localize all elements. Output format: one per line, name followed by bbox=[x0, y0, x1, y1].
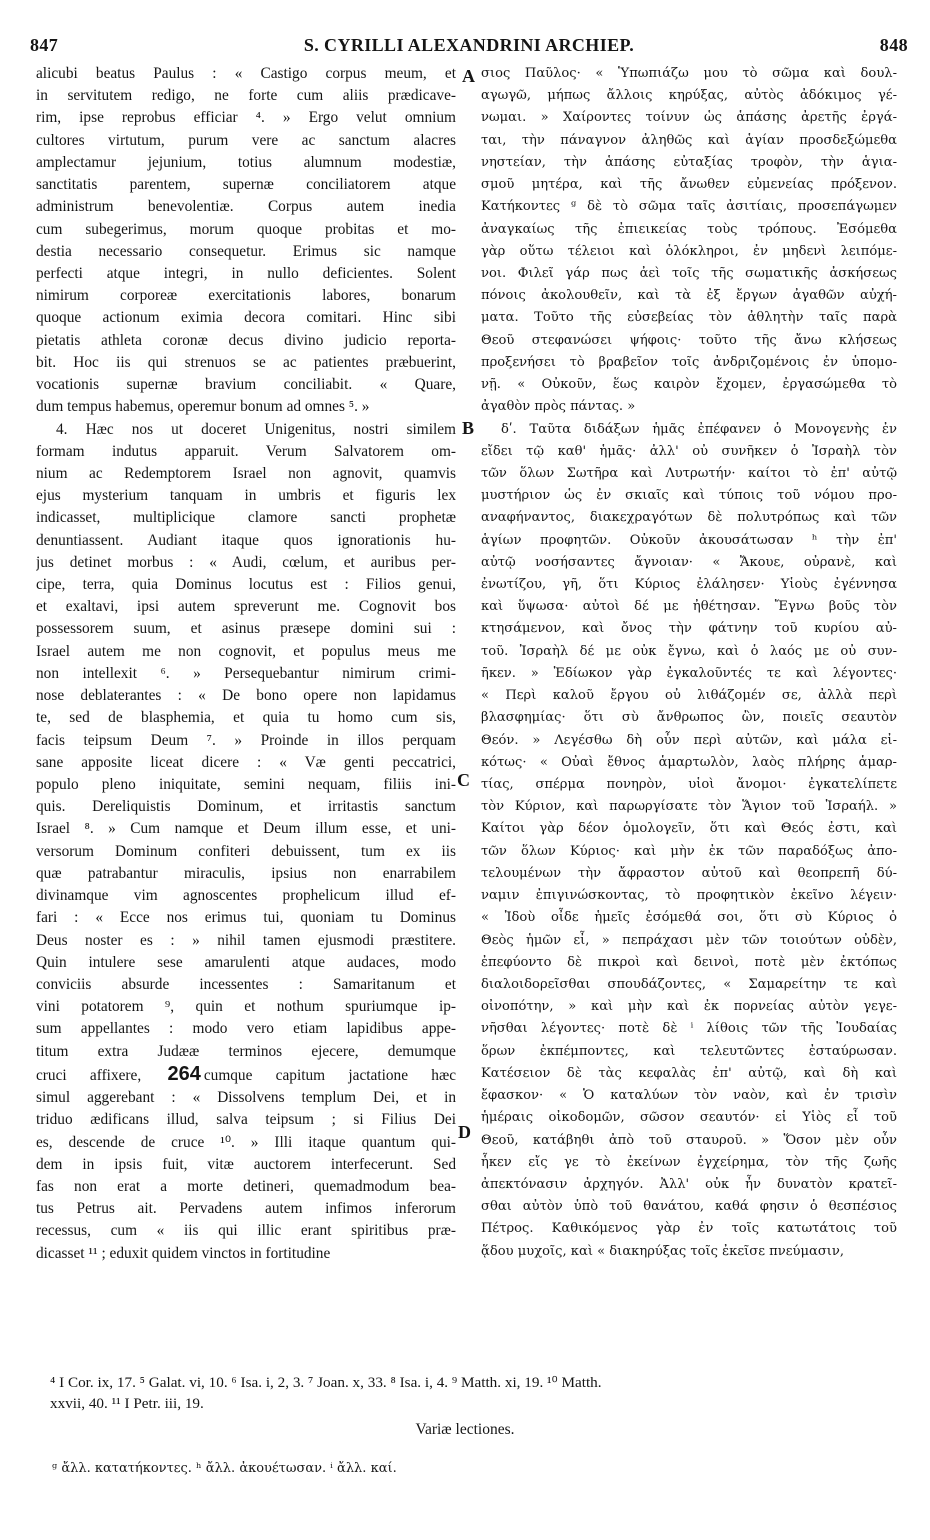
text-line: νῆσθαι λέγοντες· ποτὲ δὲ ⁱ λίθοις τῶν τῆς Ἰουδαίας bbox=[481, 1021, 897, 1037]
text-line: bit. Hoc iis qui strenuos se ac patientes præbuerint, bbox=[36, 353, 456, 371]
text-line: « Ἰδοὺ οἶδε ἡμεῖς ἐσόμεθά σοι, ὅτι σὺ Κύριος ὁ bbox=[481, 910, 897, 926]
text-line: τῶν ὅλων Σωτῆρα καὶ Λυτρωτήν· καίτοι τὸ ἐπ' αὐτῷ bbox=[481, 465, 897, 481]
text-line: ἀναγκαίως τῆς ἐπιεικείας τοὺς τρόπους. Ἐσόμεθα bbox=[481, 221, 897, 237]
text-line: pietatis athleta coronæ decus divino judicio reporta- bbox=[36, 331, 456, 349]
text-line: dicasset ¹¹ ; eduxit quidem vinctos in fortitudine bbox=[36, 1244, 331, 1262]
text-line: ejus mysterium tanquam in umbris et figuris lex bbox=[36, 487, 456, 505]
text-line: facis teipsum Deum ⁷. » Proinde in illos perquam bbox=[36, 731, 456, 749]
text-line: Θεὸς ἡμῶν εἶ, » πεπράχασι μὲν τῶν τοιούτων οὐδὲν, bbox=[481, 932, 897, 948]
text-line: cipe, terra, quia Dominus locutus est : Filios genui, bbox=[36, 576, 456, 594]
text-line: alicubi beatus Paulus : « Castigo corpus meum, et bbox=[36, 65, 456, 82]
text-line: τὸν Κύριον, καὶ παρωργίσατε τὸν Ἅγιον τοῦ Ἰσραήλ. » bbox=[481, 799, 897, 815]
text-line: Israel autem me non cognovit, et populus meus me bbox=[36, 642, 456, 660]
text-line: sanctitatis parentem, supernæ conciliatorem atque bbox=[36, 176, 456, 194]
text-line: Θεοῦ στεφανώσει ψήφοις· τοῦτο τῆς ἄνω κλήσεως bbox=[481, 332, 897, 348]
text-line: ματα. Τοῦτο τῆς εὐσεβείας τὸν ἀθλητὴν ταῖς παρὰ bbox=[481, 310, 897, 326]
text-line: Deus noster es : » nihil tamen ejusmodi præstitere. bbox=[36, 931, 456, 949]
text-line: ἀπεκτόνασιν ἀρχηγόν. Ἀλλ' οὐκ ἦν δυνατὸν κρατεῖ- bbox=[481, 1176, 897, 1192]
text-line: αὐτῷ νοσήσαντες ἄγνοιαν· « Ἄκουε, οὐρανὲ, καὶ bbox=[481, 554, 897, 570]
text-line: αγωγῶ, μήπως ἄλλοις κηρύξας, αὐτὸς ἀδόκιμος γέ- bbox=[481, 88, 897, 104]
margin-marker-c: C bbox=[457, 770, 470, 790]
right-page-number: 848 bbox=[879, 34, 908, 55]
text-line: Καίτοι γὰρ δέον ὁμολογεῖν, ὅτι καὶ Θεός ἐστι, καὶ bbox=[481, 821, 897, 837]
text-line: προξενήσει τὸ βραβεῖον τοῖς ἀνδριζομένοις ἐν ὑπομο- bbox=[481, 354, 897, 370]
text-line bbox=[36, 1063, 456, 1087]
text-line: es, descende de cruce ¹⁰. » Illi itaque quantum qui- bbox=[36, 1133, 456, 1151]
text-line: dem in ipsis fuit, vitæ auctorem interfecerunt. Sed bbox=[36, 1155, 456, 1173]
margin-marker-d: D bbox=[458, 1122, 471, 1142]
text-line: quæ patrabantur miraculis, ipsius non enarrabilem bbox=[36, 864, 456, 882]
text-line: vocationis supernæ bravium conciliabit. « Quare, bbox=[36, 376, 456, 394]
text-line: ᾅδου μυχοῖς, καὶ « διακηρύξας τοῖς ἐκεῖσε πνεύμασιν, bbox=[481, 1243, 845, 1259]
text-line: conviciis absurde incessentes : Samaritanum et bbox=[36, 975, 456, 993]
text-line: ναμιν ἐπιγινώσκοντας, τὸ προφητικὸν ἐκεῖνο λέγειν· bbox=[481, 888, 897, 904]
margin-marker-b: B bbox=[462, 418, 475, 438]
text-line: in servitutem redigo, ne forte cum aliis prædicave- bbox=[36, 87, 456, 105]
text-line: σθαι αὐτὸν ὑπὸ τοῦ θανάτου, καθά φησιν ὁ θεσπέσιος bbox=[481, 1199, 897, 1215]
text-line: formam indutus apparuit. Verum Salvatorem om- bbox=[36, 442, 456, 460]
text-line: σιος Παῦλος· « Ὑπωπιάζω μου τὸ σῶμα καὶ δουλ- bbox=[481, 66, 897, 81]
text-line: δʹ. Ταῦτα διδάξων ἡμᾶς ἐπέφανεν ὁ Μονογενὴς ἐν bbox=[501, 421, 897, 437]
running-title: S. CYRILLI ALEXANDRINI ARCHIEP. bbox=[303, 34, 635, 55]
text-line: σμοῦ μητέρα, καὶ τῆς ἄνωθεν εὐμενείας πρόξενον. bbox=[481, 177, 897, 193]
text-line: vini potatorem ⁹, quin et nothum spuriumque ip- bbox=[36, 998, 456, 1016]
text-line: ἔφασκον· « Ὁ καταλύων τὸν ναὸν, καὶ ἐν τρισὶν bbox=[481, 1088, 897, 1104]
text-line: jus detinet morbus : « Audi, cœlum, et auribus per- bbox=[36, 553, 456, 571]
text-line: nium ac Redemptorem Israel non agnovit, quamvis bbox=[36, 464, 456, 482]
text-line: sane apposite liceat dicere : « Væ genti peccatrici, bbox=[36, 753, 456, 771]
text-line: cultores virtutum, purum vere ac sanctum alacres bbox=[36, 131, 456, 149]
text-line: οἰνοπότην, » καὶ μὴν καὶ ἐκ πορνείας αὐτὸν γεγε- bbox=[481, 999, 897, 1015]
text-line: μυστήριον ὡς ἐν σκιαῖς καὶ τύποις τοῦ νόμου προ- bbox=[481, 488, 897, 504]
text-line: sum appellantes : modo vero etiam lapidibus appe- bbox=[36, 1020, 456, 1038]
text-line: βλασφημίας· ὅτι σὺ ἄνθρωπος ὢν, ποιεῖς σεαυτὸν bbox=[481, 710, 897, 726]
text-line: populo pleno iniquitate, semini nequam, filiis ini- bbox=[36, 776, 456, 793]
text-line: ἐπεφύοντο δὲ πικροὶ καὶ δεινοὶ, ποτὲ μὲν ἐκτόπως bbox=[481, 954, 897, 970]
text-line: ἁγίων προφητῶν. Οὐκοῦν ἀκουσάτωσαν ʰ τὴν ἐπ' bbox=[481, 532, 897, 548]
text-line: quoque actionum eximia decora comitari. Hinc sibi bbox=[36, 309, 456, 327]
text-line: κότως· « Οὐαὶ ἔθνος ἁμαρτωλὸν, λαὸς πλήρης ἁμαρ- bbox=[481, 754, 897, 770]
text-line: ὅρων ἐκπέμποντες, καὶ τελευτῶντες ἐσταύρωσαν. bbox=[481, 1043, 897, 1059]
margin-marker-a: A bbox=[462, 66, 475, 86]
text-line: rim, ipse reprobus efficiar ⁴. » Ergo velut omnium bbox=[36, 109, 456, 127]
text-line: ται, τὴν πάναγνον ἀληθῶς καὶ ἁγίαν προσδεξώμεθα bbox=[481, 132, 897, 148]
latin-column bbox=[36, 63, 456, 1353]
text-line: quis. Dereliquistis Dominum, et irritastis sanctum bbox=[36, 798, 456, 816]
text-line: divinamque vim agnoscentes prophelicum illud ef- bbox=[36, 887, 456, 905]
text-line: ῆκεν. » Ἐδίωκον γὰρ ἐγκαλοῦντές τε καὶ λέγοντες· bbox=[481, 665, 897, 681]
text-line: τοῦ. Ἰσραὴλ δέ με οὐκ ἔγνω, καὶ ὁ λαός με οὐ συν- bbox=[481, 643, 897, 659]
running-header bbox=[30, 30, 908, 60]
text-line: Quin intulere sese amarulenti atque audaces, modo bbox=[36, 953, 456, 971]
variae-lectiones-heading: Variæ lectiones. bbox=[415, 1421, 515, 1438]
text-line: cum subegerimus, morum quoque probitas et mo- bbox=[36, 220, 456, 238]
text-line: Israel ⁸. » Cum namque et Deum illum esse, et uni- bbox=[36, 820, 456, 838]
text-line: perfecti atque integri, in nullo deficientes. Solent bbox=[36, 264, 456, 282]
text-line: denuntiassent. Audiant itaque quos ignorationis hu- bbox=[36, 531, 456, 549]
text-line: indicasset, multiplicique clamore sancti prophetæ bbox=[36, 509, 456, 527]
text-line: Θεόν. » Λεγέσθω δὴ οὖν περὶ αὐτῶν, καὶ μάλα εἰ- bbox=[481, 732, 897, 748]
text-line: destia necessario consequetur. Erimus sic namque bbox=[36, 242, 456, 260]
text-line: administrum benevolentiæ. Corpus autem inedia bbox=[36, 198, 456, 216]
text-line: εἴδει τῷ καθ' ἡμᾶς· ἀλλ' οὐ συνῆκεν ὁ Ἰσραὴλ τὸν bbox=[481, 443, 897, 459]
text-line: 4. Hæc nos ut doceret Unigenitus, nostri similem bbox=[56, 420, 456, 438]
text-fragment: cruci affixere, bbox=[36, 1066, 165, 1084]
text-line: ἧκεν εἴς γε τὸ ἐκείνων ἐγχείρημα, τὸν τῆς ζωῆς bbox=[481, 1154, 897, 1170]
text-line: αναφήναντος, διακεχραγότων δὲ πολυτρόπως καὶ τῶν bbox=[481, 510, 897, 526]
text-line: πόνοις ἀκολουθεῖν, καὶ τὰ ἐξ ἔργων ἀγαθῶν αὐχή- bbox=[481, 288, 897, 304]
text-line: nose deblaterantes : « De bono opere non lapidamus bbox=[36, 687, 456, 705]
variae-lectiones: ᵍ ἄλλ. κατατήκοντες. ʰ ἄλλ. ἀκουέτωσαν. ⁱ ἄλλ. καί. bbox=[52, 1461, 397, 1476]
text-line: Πέτρος. Καθικόμενος γὰρ ἐν τοῖς κατωτάτοις τοῦ bbox=[481, 1221, 897, 1237]
text-line: νωμαι. » Χαίροντες τοίνυν ὡς ἁπάσης ἀρετῆς ἐργά- bbox=[481, 110, 897, 126]
text-line: τελουμένων τὴν ἄφραστον αὐτοῦ καὶ θεοπρεπῆ δύ- bbox=[481, 865, 897, 881]
footnote-line: xxvii, 40. ¹¹ I Petr. iii, 19. bbox=[50, 1395, 204, 1412]
text-line: ἡμέραις οἰκοδομῶν, σῶσον σεαυτόν· εἰ Υἱὸς εἶ τοῦ bbox=[481, 1110, 897, 1126]
text-line: τίας, σπέρμα πονηρὸν, υἱοὶ ἄνομοι· ἐγκατελίπετε bbox=[481, 777, 897, 792]
left-page-number: 847 bbox=[30, 34, 59, 55]
text-line: ἀγαθὸν πρὸς πάντας. » bbox=[481, 399, 636, 415]
footnotes bbox=[50, 1372, 910, 1414]
text-line: fari : « Ecce nos erimus tui, quoniam tu Dominus bbox=[36, 909, 456, 927]
text-line: non intellexit ⁶. » Persequebantur nimirum crimi- bbox=[36, 664, 456, 682]
text-line: ἐνωτίζου, γῆ, ὅτι Κύριος ἐλάλησεν· Υἱοὺς ἐγέννησα bbox=[481, 577, 897, 593]
text-line: καὶ ὕψωσα· αὐτοὶ δέ με ἠθέτησαν. Ἔγνω βοῦς τὸν bbox=[481, 599, 897, 615]
text-line: versorum Dominum confiteri debuissent, tum ex iis bbox=[36, 842, 456, 860]
text-line: nimirum corporeæ exercitationis labores, bonarum bbox=[36, 287, 456, 305]
text-line: Κατήκοντες ᵍ δὲ τὸ σῶμα ταῖς ἀσιτίαις, προσεπάγωμεν bbox=[481, 199, 897, 215]
text-line: titum extra Judææ terminos ejecere, demumque bbox=[36, 1042, 456, 1060]
text-line: νῇ. « Οὐκοῦν, ἕως καιρὸν ἔχομεν, ἐργασώμεθα τὸ bbox=[481, 377, 897, 393]
text-line: te, sed de blasphemia, et quia tu homo cum sis, bbox=[36, 709, 456, 727]
text-line: tus Petrus ait. Pervadens autem infimos inferorum bbox=[36, 1200, 456, 1218]
text-line: κτησάμενον, καὶ ὄνος τὴν φάτνην τοῦ κυρίου αὐ- bbox=[481, 621, 897, 637]
text-line: νηστείαν, τὴν ἁπάσης εὐταξίας τροφὸν, τὴν ἁγια- bbox=[481, 154, 897, 170]
footnote-line: ⁴ I Cor. ix, 17. ⁵ Galat. vi, 10. ⁶ Isa. i, 2, 3. ⁷ Joan. x, 33. ⁸ Isa. i, 4. ⁹ Matth. xi, 19. ¹⁰ Matth. bbox=[50, 1374, 602, 1391]
text-line: et exaltavi, ipsi autem spreverunt me. Cognovit bos bbox=[36, 598, 456, 616]
text-line: recessus, cum « iis qui illic erant spiritibus præ- bbox=[36, 1222, 456, 1240]
text-line: νοι. Φιλεῖ γάρ πως ἀεὶ τοῖς τῆς σωματικῆς ἀσκήσεως bbox=[481, 265, 897, 281]
text-line: Κατέσειον δὲ τὰς κεφαλὰς ἐπ' αὐτῷ, καὶ δὴ καὶ bbox=[481, 1065, 897, 1081]
text-line: « Περὶ καλοῦ ἔργου οὐ λιθάζομέν σε, ἀλλὰ περὶ bbox=[481, 688, 897, 704]
text-line: τῶν ὅλων Κύριος· καὶ μὴν ἐκ τῶν παραδόξως ἀπο- bbox=[481, 843, 897, 859]
text-line: simul aggerebant : « Dissolvens templum Dei, et in bbox=[36, 1089, 456, 1107]
folio-number: 264 bbox=[167, 1062, 201, 1085]
text-line: triduo ædificans illud, salva teipsum ; si Filius Dei bbox=[36, 1111, 456, 1129]
text-line: amplectamur jejunium, totius alumnum modestiæ, bbox=[36, 153, 456, 171]
text-line: γὰρ οὕτω τέλειοι καὶ ὁλόκληροι, ἐν μηδενὶ λειπόμε- bbox=[481, 243, 897, 259]
text-line: fas non erat a morte detineri, quemadmodum bea- bbox=[36, 1177, 456, 1195]
text-fragment: cumque capitum jactatione hæc bbox=[203, 1066, 456, 1084]
text-line: possessorem suum, et asinus præsepe domini sui : bbox=[36, 620, 456, 638]
greek-column bbox=[481, 63, 897, 1353]
text-line: διαλοιδορεῖσθαι σπουδάζοντες, « Σαμαρείτην τε καὶ bbox=[481, 976, 897, 992]
text-line: Θεοῦ, κατάβηθι ἀπὸ τοῦ σταυροῦ. » Ὅσον μὲν οὖν bbox=[481, 1132, 897, 1148]
text-line: dum tempus habemus, operemur bonum ad omnes ⁵. » bbox=[36, 398, 370, 416]
